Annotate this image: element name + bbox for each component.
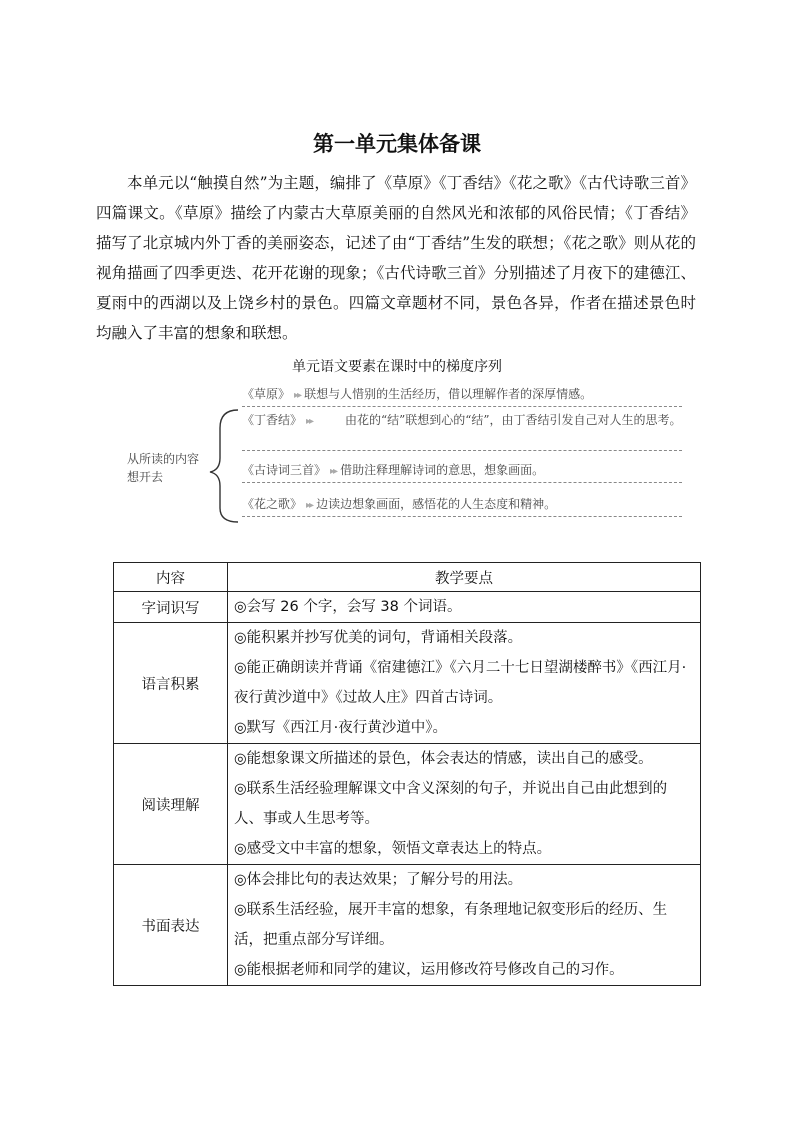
row-category: 阅读理解	[114, 744, 228, 865]
diagram-row-dingxiangjie	[242, 410, 682, 451]
double-arrow-icon: ▸▸	[306, 416, 313, 427]
diagram-row-huazhige	[242, 494, 682, 517]
diagram-row-caoyuan	[242, 384, 682, 407]
header-content: 内容	[114, 563, 228, 592]
teaching-point: ◎感受文中丰富的想象，领悟文章表达上的特点。	[234, 841, 552, 857]
row-points	[228, 744, 701, 865]
diagram-title: 单元语文要素在课时中的梯度序列	[292, 359, 502, 375]
row-book-title: 《丁香结》	[242, 413, 303, 427]
teaching-point: ◎联系生活经验，展开丰富的想象，有条理地记叙变形后的经历、生活，把重点部分写详细。	[234, 902, 668, 948]
teaching-point: ◎能积累并抄写优美的词句，背诵相关段落。	[234, 630, 523, 646]
header-teaching-points: 教学要点	[228, 563, 701, 592]
brace-diagram	[0, 0, 794, 540]
row-category: 语言积累	[114, 623, 228, 744]
row-book-title: 《古诗词三首》	[242, 463, 327, 477]
double-arrow-icon: ▸▸	[306, 500, 313, 511]
row-description: 边读边想象画面，感悟花的人生态度和精神。	[316, 497, 557, 511]
table-row	[114, 592, 701, 623]
table-header-row	[114, 563, 701, 592]
diagram-row-gushici	[242, 460, 682, 483]
page-title: 第一单元集体备课	[313, 132, 481, 156]
double-arrow-icon: ▸▸	[294, 390, 301, 401]
teaching-point: ◎能根据老师和同学的建议，运用修改符号修改自己的习作。	[234, 962, 624, 978]
teaching-point: ◎联系生活经验理解课文中含义深刻的句子，并说出自己由此想到的人、事或人生思考等。	[234, 781, 668, 827]
teaching-points-table	[113, 562, 701, 986]
row-points	[228, 865, 701, 986]
table-row	[114, 623, 701, 744]
table-row	[114, 865, 701, 986]
row-description: 由花的“结”联想到心的“结”，由丁香结引发自己对人生的思考。	[345, 413, 682, 427]
diagram-left-label: 从所读的内容想开去	[127, 452, 200, 484]
row-book-title: 《草原》	[242, 387, 291, 401]
teaching-point: ◎体会排比句的表达效果；了解分号的用法。	[234, 872, 523, 888]
row-description: 联想与人惜别的生活经历，借以理解作者的深厚情感。	[304, 387, 593, 401]
left-brace	[210, 410, 238, 522]
row-book-title: 《花之歌》	[242, 497, 303, 511]
teaching-point: ◎能想象课文所描述的景色，体会表达的情感，读出自己的感受。	[234, 751, 653, 767]
row-points	[228, 592, 701, 623]
row-category: 书面表达	[114, 865, 228, 986]
unit-intro-paragraph: 本单元以“触摸自然”为主题，编排了《草原》《丁香结》《花之歌》《古代诗歌三首》四篇课文。《草原》描绘了内蒙古大草原美丽的自然风光和浓郁的风俗民情；《丁香结》描写了北京城内外丁香的美丽姿态，记述了由“丁香结”生发的联想；《花之歌》则从花的视角描画了四季更迭、花开花谢的现象；《古代诗歌三首》分别描述了月夜下的建德江、夏雨中的西湖以及上饶乡村的景色。四篇文章题材不同，景色各异，作者在描述景色时均融入了丰富的想象和联想。	[96, 174, 696, 342]
double-arrow-icon: ▸▸	[330, 466, 337, 477]
teaching-point: ◎会写 26 个字，会写 38 个词语。	[234, 599, 462, 615]
row-description: 借助注释理解诗词的意思，想象画面。	[340, 463, 545, 477]
row-category: 字词识写	[114, 592, 228, 623]
teaching-point: ◎默写《西江月·夜行黄沙道中》。	[234, 720, 448, 736]
table-row	[114, 744, 701, 865]
teaching-point: ◎能正确朗读并背诵《宿建德江》《六月二十七日望湖楼醉书》《西江月·夜行黄沙道中》《过故人庄》四首古诗词。	[234, 660, 687, 706]
row-points	[228, 623, 701, 744]
